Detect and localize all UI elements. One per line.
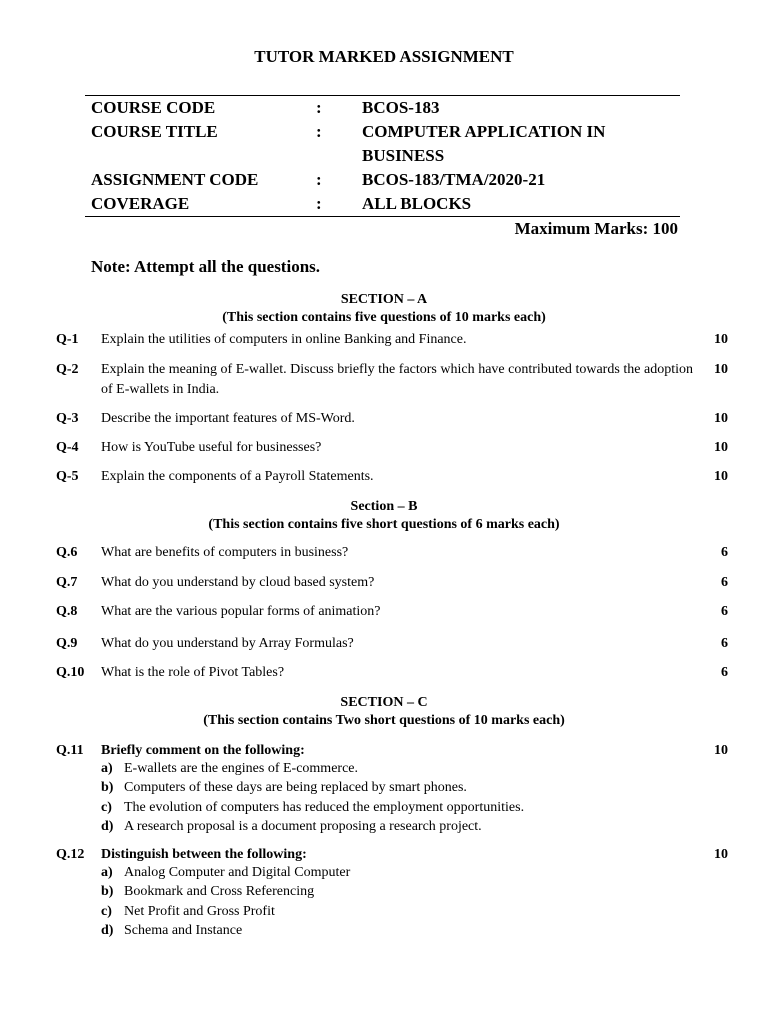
sub-question-text: Net Profit and Gross Profit	[124, 903, 275, 919]
question-marks: 6	[721, 575, 728, 590]
question-number: Q-5	[56, 469, 79, 484]
list-item	[101, 778, 681, 797]
question-number: Q-1	[56, 332, 79, 347]
course-title-value: COMPUTER APPLICATION IN BUSINESS	[362, 122, 606, 165]
sub-question-list	[101, 863, 681, 940]
question-number: Q.11	[56, 743, 84, 758]
section-c-heading: SECTION – C	[340, 695, 428, 710]
list-item	[101, 921, 681, 940]
colon: :	[316, 194, 322, 213]
maximum-marks: Maximum Marks: 100	[514, 219, 678, 238]
sub-question-letter: b)	[101, 780, 114, 796]
sub-question-letter: d)	[101, 922, 114, 938]
question-marks: 6	[721, 604, 728, 619]
section-a-subheading: (This section contains five questions of 10 marks each)	[222, 310, 546, 325]
question-number: Q-3	[56, 411, 79, 426]
question-marks: 10	[714, 743, 728, 758]
sub-question-letter: a)	[101, 761, 113, 776]
sub-question-text: A research proposal is a document proposing a research project.	[124, 818, 482, 834]
list-item	[101, 759, 681, 778]
sub-question-text: The evolution of computers has reduced the employment opportunities.	[124, 799, 525, 815]
question-text: Explain the meaning of E-wallet. Discuss briefly the factors which have contributed towards the adoption of E-wallets in India.	[101, 362, 693, 397]
question-marks: 10	[714, 332, 728, 347]
course-code-label: COURSE CODE	[91, 98, 216, 117]
question-text: Describe the important features of MS-Word.	[101, 411, 355, 426]
question-number: Q.6	[56, 545, 78, 560]
question-text: Briefly comment on the following:	[101, 743, 305, 758]
course-title-label: COURSE TITLE	[91, 122, 218, 141]
question-marks: 6	[721, 636, 728, 651]
question-number: Q.10	[56, 665, 85, 680]
sub-question-letter: c)	[101, 799, 112, 815]
question-marks: 10	[714, 411, 728, 426]
colon: :	[316, 98, 322, 117]
question-text: Distinguish between the following:	[101, 847, 307, 862]
coverage-value: ALL BLOCKS	[362, 194, 472, 213]
question-text: What are the various popular forms of animation?	[101, 604, 381, 619]
question-text: What is the role of Pivot Tables?	[101, 665, 285, 680]
question-number: Q-4	[56, 440, 79, 455]
sub-question-letter: c)	[101, 903, 112, 919]
instruction-note: Note: Attempt all the questions.	[91, 257, 321, 276]
colon: :	[316, 122, 322, 141]
question-marks: 10	[714, 469, 728, 484]
section-c-subheading: (This section contains Two short questions of 10 marks each)	[203, 713, 565, 728]
list-item	[101, 863, 681, 882]
list-item	[101, 817, 681, 836]
sub-question-text: E-wallets are the engines of E-commerce.	[124, 761, 359, 776]
question-text: What do you understand by cloud based system?	[101, 575, 375, 590]
sub-question-letter: a)	[101, 865, 113, 880]
question-marks: 10	[714, 362, 728, 377]
document-title: TUTOR MARKED ASSIGNMENT	[254, 47, 514, 66]
list-item	[101, 902, 681, 921]
question-number: Q.9	[56, 636, 78, 651]
question-number: Q.8	[56, 604, 78, 619]
sub-question-letter: b)	[101, 884, 114, 900]
sub-question-letter: d)	[101, 818, 114, 834]
question-marks: 6	[721, 665, 728, 680]
question-marks: 6	[721, 545, 728, 560]
sub-question-text: Schema and Instance	[124, 922, 243, 938]
list-item	[101, 882, 681, 901]
assignment-code-value: BCOS-183/TMA/2020-21	[362, 170, 546, 189]
course-code-value: BCOS-183	[362, 98, 440, 117]
question-number: Q-2	[56, 362, 79, 377]
question-text: How is YouTube useful for businesses?	[101, 440, 322, 455]
question-text: Explain the utilities of computers in online Banking and Finance.	[101, 332, 467, 347]
sub-question-text: Computers of these days are being replaced by smart phones.	[124, 780, 467, 796]
assignment-code-label: ASSIGNMENT CODE	[91, 170, 259, 189]
question-marks: 10	[714, 440, 728, 455]
sub-question-list	[101, 759, 681, 836]
coverage-label: COVERAGE	[91, 194, 190, 213]
question-text: Explain the components of a Payroll Statements.	[101, 469, 374, 484]
sub-question-text: Bookmark and Cross Referencing	[124, 884, 315, 900]
sub-question-text: Analog Computer and Digital Computer	[124, 865, 351, 880]
question-number: Q.7	[56, 575, 78, 590]
question-number: Q.12	[56, 847, 85, 862]
section-a-heading: SECTION – A	[340, 292, 428, 307]
header-bottom-rule	[85, 216, 680, 217]
section-b-subheading: (This section contains five short questions of 6 marks each)	[208, 517, 560, 532]
section-b-heading: Section – B	[350, 499, 418, 514]
question-text: What are benefits of computers in business?	[101, 545, 349, 560]
list-item	[101, 798, 681, 817]
question-marks: 10	[714, 847, 728, 862]
colon: :	[316, 170, 322, 189]
question-text: What do you understand by Array Formulas?	[101, 636, 354, 651]
